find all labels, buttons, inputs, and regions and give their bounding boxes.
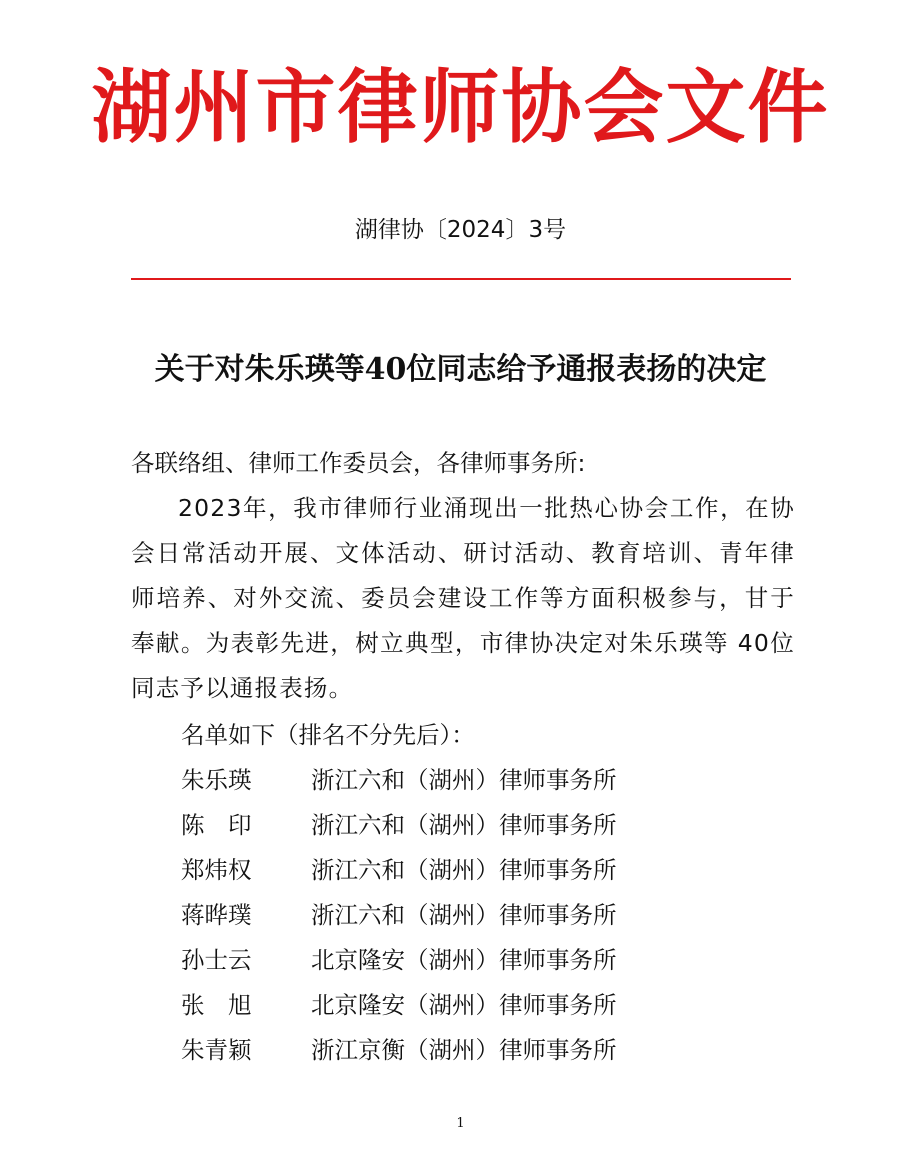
- honoree-list: [181, 758, 781, 1073]
- list-item: [181, 983, 781, 1028]
- document-title: 关于对朱乐瑛等40位同志给予通报表扬的决定: [154, 352, 767, 387]
- red-divider-rule: [131, 278, 791, 280]
- document-number: 湖律协〔2024〕3号: [354, 217, 567, 243]
- honoree-name: 孙士云: [181, 946, 252, 974]
- honoree-name: 郑炜权: [181, 856, 252, 884]
- list-intro: 名单如下（排名不分先后）：: [181, 721, 475, 749]
- honoree-firm: 浙江六和（湖州）律师事务所: [311, 901, 617, 929]
- honoree-name: 陈 印: [181, 811, 252, 839]
- list-item: [181, 1028, 781, 1073]
- honoree-name: 蒋晔璞: [181, 901, 252, 929]
- list-item: [181, 803, 781, 848]
- honoree-firm: 浙江六和（湖州）律师事务所: [311, 811, 617, 839]
- honoree-name: 张 旭: [181, 991, 252, 1019]
- honoree-name: 朱乐瑛: [181, 766, 252, 794]
- body-paragraph: 2023年，我市律师行业涌现出一批热心协会工作，在协会日常活动开展、文体活动、研讨活动、教育培训、青年律师培养、对外交流、委员会建设工作等方面积极参与，甘于奉献。为表彰先进，树立典型，市律协决定对朱乐瑛等 40位同志予以通报表扬。: [131, 494, 795, 702]
- list-item: [181, 758, 781, 803]
- list-item: [181, 848, 781, 893]
- honoree-firm: 浙江京衡（湖州）律师事务所: [311, 1036, 617, 1064]
- masthead-title: 湖州市律师协会文件: [91, 61, 830, 154]
- honoree-firm: 北京隆安（湖州）律师事务所: [311, 946, 617, 974]
- honoree-firm: 北京隆安（湖州）律师事务所: [311, 991, 617, 1019]
- honoree-firm: 浙江六和（湖州）律师事务所: [311, 856, 617, 884]
- salutation: 各联络组、律师工作委员会，各律师事务所:: [131, 449, 586, 477]
- list-item: [181, 938, 781, 983]
- page-number: 1: [456, 1116, 465, 1131]
- honoree-name: 朱青颖: [181, 1036, 252, 1064]
- honoree-firm: 浙江六和（湖州）律师事务所: [311, 766, 617, 794]
- list-item: [181, 893, 781, 938]
